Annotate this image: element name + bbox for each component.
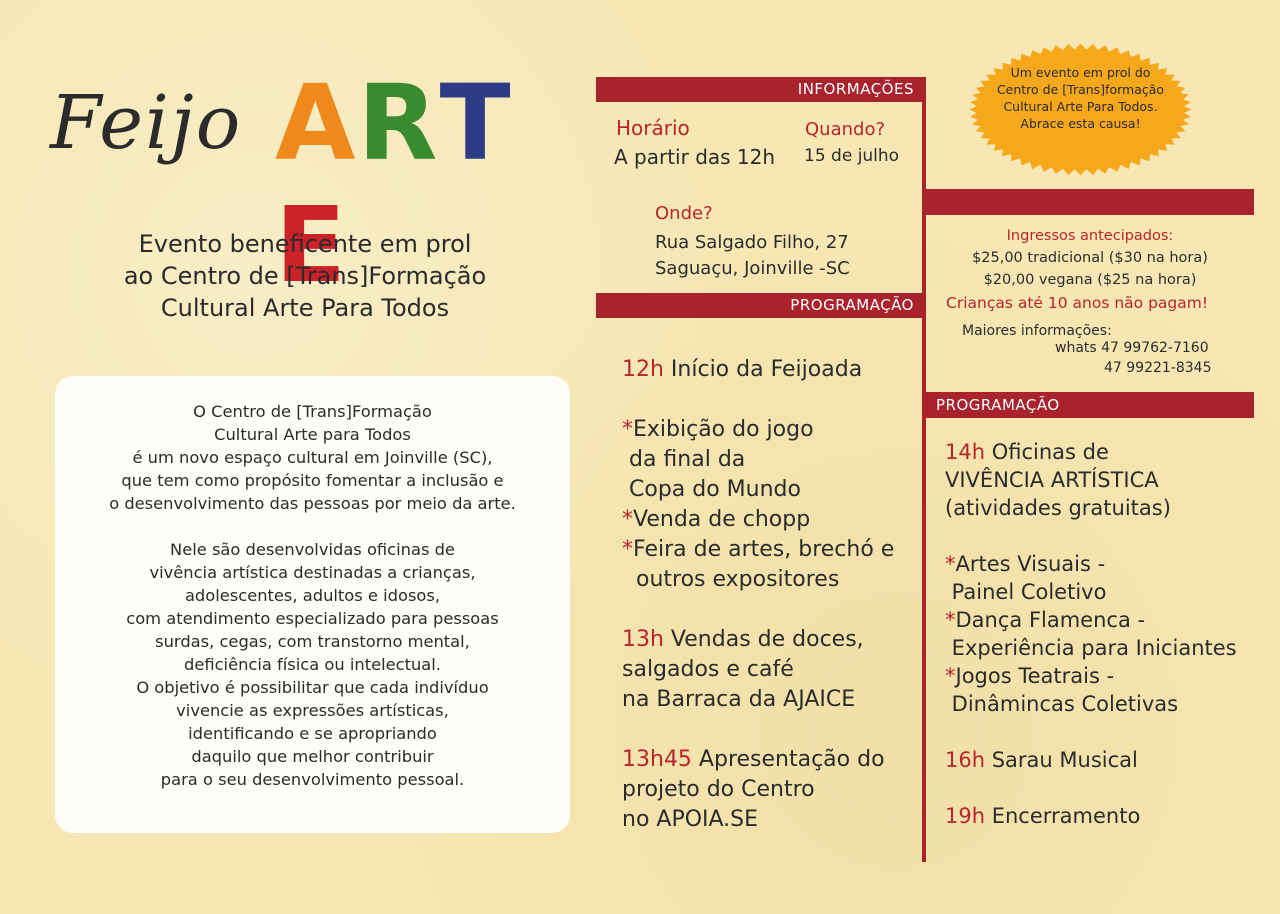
schedule-text: projeto do Centro [622, 777, 815, 802]
asterisk: * [622, 537, 633, 562]
schedule-item [945, 438, 1237, 466]
schedule-text: Experiência para Iniciantes [945, 636, 1237, 660]
about-line: com atendimento especializado para pessoas [126, 609, 499, 628]
schedule-text: Encerramento [985, 804, 1141, 828]
tickets-info [940, 225, 1240, 291]
asterisk: * [945, 664, 956, 688]
seal-text [968, 64, 1193, 132]
whatsapp-number: whats 47 99762-7160 [1055, 340, 1209, 356]
onde-address [655, 230, 850, 282]
schedule-text: Exibição do jogo [633, 417, 814, 442]
about-line: O Centro de [Trans]Formação [193, 402, 432, 421]
schedule-item [622, 355, 894, 385]
about-line: adolescentes, adultos e idosos, [184, 586, 441, 605]
seal-line: Centro de [Trans]formação [996, 82, 1165, 97]
tickets-title: Ingressos antecipados: [1006, 228, 1174, 244]
cause-seal [968, 42, 1193, 177]
schedule-text: Dinâmincas Coletivas [945, 692, 1179, 716]
schedule-text: Vendas de doces, [663, 627, 864, 652]
logo-letter-t: T [439, 62, 513, 184]
about-line: O objetivo é possibilitar que cada indivíduo [136, 678, 489, 697]
schedule-bullet [945, 662, 1237, 690]
onde-label: Onde? [655, 203, 713, 224]
logo-letter-e: E [275, 184, 349, 306]
schedule-text: Sarau Musical [985, 748, 1138, 772]
schedule-text: Artes Visuais - [955, 552, 1106, 576]
about-line: vivencie as expressões artísticas, [176, 701, 449, 720]
schedule-time: 13h [622, 627, 664, 652]
schedule-item [622, 625, 894, 655]
about-line: daquilo que melhor contribuir [191, 747, 434, 766]
schedule-time: 12h [622, 357, 664, 382]
address-line-1: Rua Salgado Filho, 27 [655, 232, 849, 253]
schedule-item [945, 746, 1237, 774]
about-line: Nele são desenvolvidas oficinas de [170, 540, 455, 559]
about-line: deficiência física ou intelectual. [184, 655, 441, 674]
schedule-text: Painel Coletivo [945, 580, 1107, 604]
event-subtitle [60, 228, 550, 324]
programacao-right-header-bar: PROGRAMAÇÃO [926, 392, 1254, 418]
schedule-text: Oficinas de [985, 440, 1109, 464]
schedule-text: Apresentação do [691, 747, 885, 772]
schedule-text: Dança Flamenca - [955, 608, 1146, 632]
ticket-tradicional: $25,00 tradicional ($30 na hora) [972, 250, 1208, 266]
schedule-text: Feira de artes, brechó e [633, 537, 895, 562]
schedule-text: da final da [622, 447, 746, 472]
about-line: para o seu desenvolvimento pessoal. [160, 770, 465, 789]
programacao-right-list [945, 438, 1237, 830]
about-text [55, 400, 570, 791]
seal-line: Abrace esta causa! [1020, 116, 1141, 131]
schedule-text: (atividades gratuitas) [945, 496, 1171, 520]
schedule-text: Copa do Mundo [622, 477, 801, 502]
about-line: o desenvolvimento das pessoas por meio da arte. [109, 494, 516, 513]
schedule-item [622, 745, 894, 775]
schedule-text: no APOIA.SE [622, 807, 759, 832]
schedule-text: salgados e café [622, 657, 794, 682]
programacao-header-bar: PROGRAMAÇÃO [596, 293, 924, 318]
schedule-time: 14h [945, 440, 986, 464]
about-line: vivência artística destinadas a crianças, [149, 563, 476, 582]
phone-number: 47 99221-8345 [1104, 360, 1212, 376]
subtitle-line-2: ao Centro de [Trans]Formação [123, 262, 487, 290]
about-line: Cultural Arte para Todos [214, 425, 411, 444]
asterisk: * [945, 608, 956, 632]
more-info-label: Maiores informações: [962, 323, 1112, 339]
schedule-time: 19h [945, 804, 986, 828]
address-line-2: Saguaçu, Joinville -SC [655, 258, 850, 279]
info-header-bar: INFORMAÇÕES [596, 77, 924, 102]
quando-value: 15 de julho [804, 146, 900, 166]
schedule-item [945, 802, 1237, 830]
schedule-text: outros expositores [622, 567, 840, 592]
logo-letter-a: A [275, 62, 358, 184]
schedule-bullet [622, 535, 894, 565]
ticket-vegana: $20,00 vegana ($25 na hora) [983, 272, 1197, 288]
schedule-text: Jogos Teatrais - [955, 664, 1115, 688]
schedule-text: Início da Feijoada [663, 357, 863, 382]
about-line: identificando e se apropriando [188, 724, 437, 743]
schedule-bullet [945, 606, 1237, 634]
seal-line: Cultural Arte Para Todos. [1003, 99, 1158, 114]
schedule-bullet [945, 550, 1237, 578]
asterisk: * [622, 417, 633, 442]
logo-letter-r: R [357, 62, 440, 184]
programacao-center-list [622, 355, 894, 835]
subtitle-line-1: Evento beneficente em prol [138, 230, 472, 258]
schedule-text: VIVÊNCIA ARTÍSTICA [945, 468, 1159, 492]
schedule-bullet [622, 415, 894, 445]
schedule-bullet [622, 505, 894, 535]
asterisk: * [945, 552, 956, 576]
seal-line: Um evento em prol do [1010, 65, 1151, 80]
about-line: surdas, cegas, com transtorno mental, [155, 632, 470, 651]
children-free-note: Crianças até 10 anos não pagam! [946, 294, 1209, 312]
schedule-time: 16h [945, 748, 986, 772]
about-box [55, 376, 570, 833]
about-line: é um novo espaço cultural em Joinville (SC), [132, 448, 493, 467]
logo-feijo-text: Feijo [50, 80, 243, 166]
asterisk: * [622, 507, 633, 532]
schedule-time: 13h45 [622, 747, 692, 772]
schedule-text: Venda de chopp [633, 507, 811, 532]
quando-label: Quando? [805, 119, 886, 140]
schedule-text: na Barraca da AJAICE [622, 687, 856, 712]
horario-value: A partir das 12h [614, 145, 776, 169]
about-line: que tem como propósito fomentar a inclusão e [121, 471, 504, 490]
subtitle-line-3: Cultural Arte Para Todos [160, 294, 450, 322]
horario-label: Horário [616, 116, 690, 140]
tickets-header-bar [926, 189, 1254, 215]
